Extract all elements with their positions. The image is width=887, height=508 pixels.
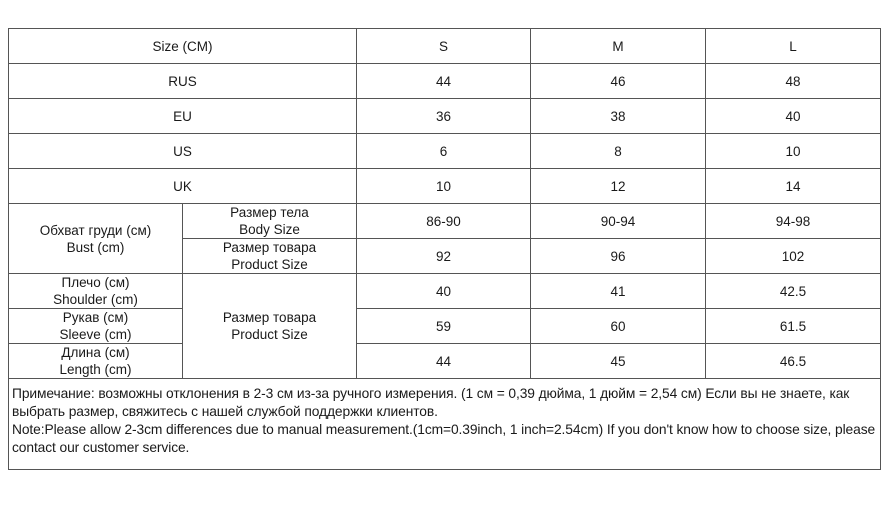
table-cell: 48 xyxy=(706,64,881,99)
note-cell xyxy=(9,379,881,470)
body-size-label-en: Body Size xyxy=(239,222,300,237)
row-label-rus: RUS xyxy=(9,64,357,99)
bust-label-ru: Обхват груди (см) xyxy=(39,222,152,238)
table-row-us xyxy=(9,134,881,169)
size-header-m: M xyxy=(531,29,706,64)
table-cell: 44 xyxy=(357,344,531,379)
note-text-ru: Примечание: возможны отклонения в 2-3 см из-за ручного измерения. (1 см = 0,39 дюйма, 1 дюйм = 2,54 см) Если вы не знаете, как выбрать размер, свяжитесь с нашей службой поддержки клиентов. xyxy=(12,386,850,419)
body-size-label xyxy=(183,204,357,239)
bust-product-size-label-en: Product Size xyxy=(231,257,308,272)
size-header-label: Size (CM) xyxy=(9,29,357,64)
length-label xyxy=(9,344,183,379)
product-size-group-label-ru: Размер товара xyxy=(222,310,317,325)
table-cell: 61.5 xyxy=(706,309,881,344)
size-chart-table xyxy=(8,28,881,470)
table-row-length xyxy=(9,344,881,379)
header-row xyxy=(9,29,881,64)
bust-label-en: Bust (cm) xyxy=(66,239,125,255)
table-cell: 45 xyxy=(531,344,706,379)
table-cell: 40 xyxy=(706,99,881,134)
table-cell: 40 xyxy=(357,274,531,309)
table-row-bust-body xyxy=(9,204,881,239)
sleeve-label-en: Sleeve (cm) xyxy=(59,327,132,342)
shoulder-label-ru: Плечо (см) xyxy=(61,275,130,290)
table-row-rus xyxy=(9,64,881,99)
table-cell: 96 xyxy=(531,239,706,274)
table-cell: 102 xyxy=(706,239,881,274)
table-cell: 12 xyxy=(531,169,706,204)
bust-product-size-label xyxy=(183,239,357,274)
row-label-uk: UK xyxy=(9,169,357,204)
table-cell: 86-90 xyxy=(357,204,531,239)
length-label-en: Length (cm) xyxy=(59,362,132,377)
table-cell: 46.5 xyxy=(706,344,881,379)
table-cell: 10 xyxy=(357,169,531,204)
table-cell: 38 xyxy=(531,99,706,134)
table-cell: 46 xyxy=(531,64,706,99)
table-cell: 6 xyxy=(357,134,531,169)
bust-label xyxy=(9,204,183,274)
shoulder-label-en: Shoulder (cm) xyxy=(53,292,138,307)
size-header-l: L xyxy=(706,29,881,64)
product-size-group-label xyxy=(183,274,357,379)
length-label-ru: Длина (см) xyxy=(61,345,130,360)
sleeve-label xyxy=(9,309,183,344)
note-text-en: Note:Please allow 2-3cm differences due to manual measurement.(1cm=0.39inch, 1 inch=2.54cm) If you don't know how to choose size, please contact our customer service. xyxy=(12,422,876,455)
table-cell: 10 xyxy=(706,134,881,169)
table-cell: 44 xyxy=(357,64,531,99)
table-row-shoulder xyxy=(9,274,881,309)
table-cell: 59 xyxy=(357,309,531,344)
row-label-eu: EU xyxy=(9,99,357,134)
sleeve-label-ru: Рукав (см) xyxy=(62,310,129,325)
body-size-label-ru: Размер тела xyxy=(230,205,309,220)
size-header-s: S xyxy=(357,29,531,64)
table-cell: 42.5 xyxy=(706,274,881,309)
table-cell: 90-94 xyxy=(531,204,706,239)
table-cell: 92 xyxy=(357,239,531,274)
table-row-uk xyxy=(9,169,881,204)
table-row-eu xyxy=(9,99,881,134)
table-cell: 8 xyxy=(531,134,706,169)
table-cell: 94-98 xyxy=(706,204,881,239)
table-cell: 14 xyxy=(706,169,881,204)
table-row-sleeve xyxy=(9,309,881,344)
row-label-us: US xyxy=(9,134,357,169)
product-size-group-label-en: Product Size xyxy=(231,327,308,342)
bust-product-size-label-ru: Размер товара xyxy=(222,240,317,255)
table-cell: 36 xyxy=(357,99,531,134)
table-cell: 41 xyxy=(531,274,706,309)
table-cell: 60 xyxy=(531,309,706,344)
shoulder-label xyxy=(9,274,183,309)
note-row xyxy=(9,379,881,470)
